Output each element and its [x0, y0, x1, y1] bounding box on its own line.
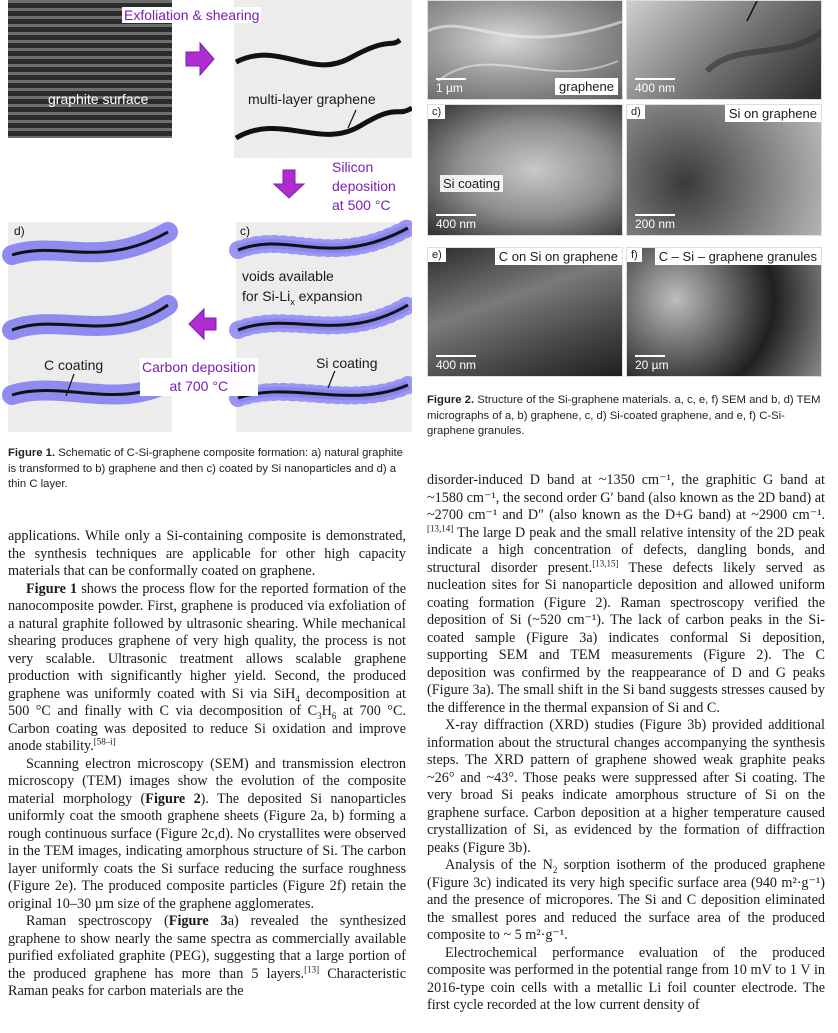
micrograph-f — [626, 247, 822, 377]
c-coating-label: C coating — [44, 357, 104, 373]
left-paragraph-3: Scanning electron microscopy (SEM) and transmission electron microscopy (TEM) images show the evolution of the composite material morphology (Figure 2). The deposited Si nanoparticles uniformly coat the smooth graphene sheets (Figure 2a, b) forming a rough continuous surface (Figure 2c,d). No crystallites were observed in the TEM images, indicating amorphous structure of Si. The carbon layer uniformly coats the Si surface reducing the surface roughness (Figure 2e). The produced composite particles (Figure 2f) retain the original 10–30 µm size of the graphene agglomerates. — [8, 755, 407, 912]
micrograph-d — [626, 104, 822, 236]
micrograph-e-title: C on Si on graphene — [495, 248, 622, 265]
left-paragraph-1: applications. While only a Si-containing composite is demonstrated, the synthesis techniques are applicable for other high capacity materials that can be conformally coated on graphene. — [8, 528, 406, 579]
micrograph-d-tag: d) — [627, 105, 645, 119]
right-paragraph-1: disorder-induced D band at ~1350 cm⁻¹, the graphitic G band at ~1580 cm⁻¹, the second order G′ band (also known as the 2D band) at ~2700 cm⁻¹ and D″ (also known as the D+G band) at ~2900 cm⁻¹.[13,14] The large D peak and the small relative intensity of the 2D peak indicate a high concentration of defects, dangling bonds, and structural disorder present.[13,15] These defects likely served as nucleation sites for Si nanoparticle deposition and allowed uniform coating formation (Figure 2). Raman spectroscopy verified the deposition of Si (~520 cm⁻¹). The lack of carbon peaks in the Si-coated sample (Figure 3a) indicates conformal Si deposition, supporting SEM and TEM measurements (Figure 2). The C deposition was confirmed by the reappearance of D and G peaks (Figure 3a). The small shift in the Si band suggests stresses caused by the difference in the thermal expansion of Si and C. — [427, 472, 825, 716]
right-text-column — [427, 472, 825, 1015]
left-paragraph-2: Figure 1 shows the process flow for the reported formation of the nanocomposite powder. First, graphene is produced via exfoliation of a natural graphite followed by ultrasonic shearing. While mechanical shearing produces graphene of very high quality, the process is not very scalable. Ultrasonic treatment allows scalable graphene production with significantly higher yield. Second, the produced graphene was uniformly coated with Si via SiH$_4$ decomposition at 500 °C and finally with C via decomposition of $C_3H_6$ at 700 °C. Carbon coating was deposited to reduce Si oxidation and improve anode stability.[58–i] — [8, 580, 406, 754]
micrograph-d-scale: 200 nm — [635, 214, 675, 231]
micrograph-f-scale: 20 µm — [635, 355, 669, 372]
micrograph-e-scale: 400 nm — [436, 355, 476, 372]
figure-1-schematic — [0, 0, 412, 432]
micrograph-b — [626, 0, 822, 100]
micrograph-a — [427, 0, 623, 100]
panel-b-label: multi-layer graphene — [248, 91, 376, 107]
micrograph-b-scale: 400 nm — [635, 78, 675, 95]
micrograph-e-tag: e) — [428, 248, 446, 262]
micrograph-f-tag: f) — [627, 248, 642, 262]
step-exfoliation-label: Exfoliation & shearing — [124, 7, 260, 23]
figure-2-caption: Figure 2. Structure of the Si-graphene materials. a, c, e, f) SEM and b, d) TEM micrographs of a, b) graphene, c, d) Si-coated graphene, and e, f) C-Si-graphene granules. — [427, 394, 821, 437]
arrow-right-icon — [186, 43, 214, 75]
figure-1-caption: Figure 1. Schematic of C-Si-graphene composite formation: a) natural graphite is transformed to b) graphene and then c) coated by Si nanoparticles and d) a thin C layer. — [8, 447, 403, 490]
si-coating-label: Si coating — [316, 355, 378, 371]
micrograph-c-tag: c) — [428, 105, 445, 119]
arrow-left-icon — [189, 309, 216, 339]
panel-d-tag: d) — [14, 224, 25, 238]
micrograph-d-title: Si on graphene — [725, 105, 821, 122]
left-text-column — [8, 528, 406, 1001]
step-carbon-label: Carbon deposition at 700 °C — [142, 359, 256, 394]
micrograph-a-scale: 1 µm — [436, 78, 466, 95]
micrograph-f-title: C – Si – graphene granules — [655, 248, 821, 265]
right-paragraph-3: Analysis of the $N_2$ sorption isotherm of the produced graphene (Figure 3c) indicated its very high specific surface area (940 m²·g⁻¹) and the presence of micropores. The Si and C deposition eliminated the smallest pores and reduced the surface area of the produced composite to ~ 5 m²·g⁻¹. — [427, 857, 825, 943]
voids-label: voids available for $Si-Li_x$ expansion — [242, 268, 363, 307]
panel-a-label: graphite surface — [48, 91, 149, 107]
right-paragraph-4: Electrochemical performance evaluation of the produced composite was performed in the potential range from 10 mV to 1 V in 2016-type coin cells with a metallic Li foil counter electrode. The first cycle recorded at the low current density of — [427, 944, 825, 1013]
micrograph-a-title: graphene — [555, 78, 618, 95]
micrograph-c — [427, 104, 623, 236]
panel-c-tag: c) — [240, 224, 250, 238]
si-coating-annotation: Si coating — [440, 175, 503, 192]
arrow-down-icon — [274, 170, 304, 198]
step-silicon-label: Silicon deposition at 500 °C — [332, 159, 396, 213]
right-paragraph-2: X-ray diffraction (XRD) studies (Figure 3b) provided additional information about the structural changes accompanying the synthesis steps. The XRD pattern of graphene showed weak graphite peaks ~26° and ~43°. Those peaks were suppressed after Si coating. The very broad Si peaks indicate amorphous structure of Si on the graphene surface. Carbon deposition at a higher temperature caused crystallization of Si, as evidenced by the formation of diffraction peaks (Figure 3b). — [427, 717, 825, 856]
micrograph-c-scale: 400 nm — [436, 214, 476, 231]
left-paragraph-4: Raman spectroscopy (Figure 3a) revealed the synthesized graphene to show nearly the same spectra as commercially available purified exfoliated graphite (PEG), suggesting that a large portion of the produced graphene has more than 5 layers.[13] Characteristic Raman peaks for carbon materials are the — [8, 913, 407, 999]
micrograph-e — [427, 247, 623, 377]
